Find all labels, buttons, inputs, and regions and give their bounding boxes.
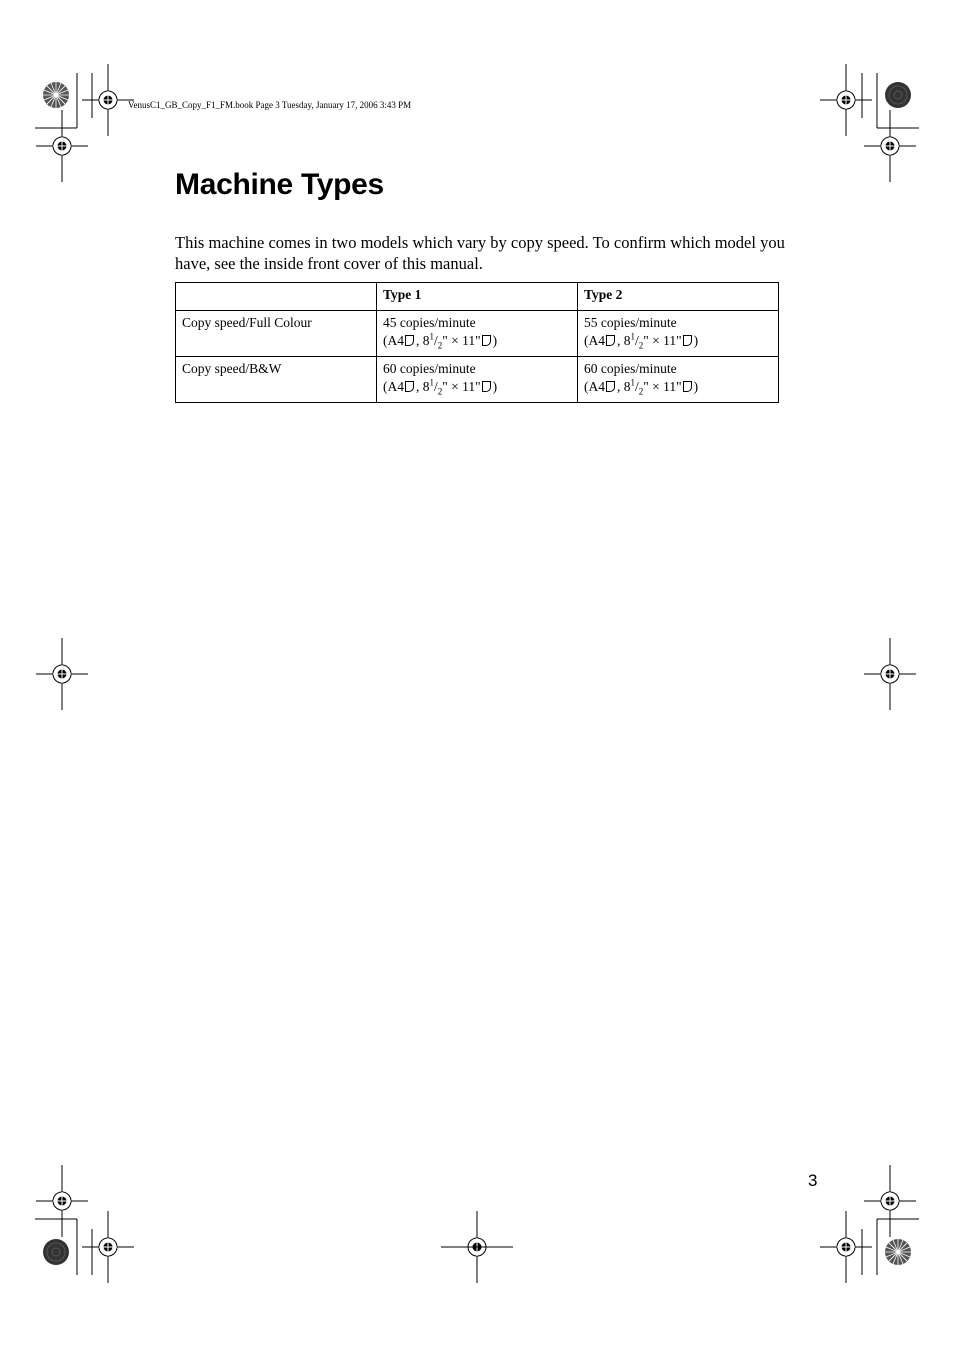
type1-cell <box>377 357 578 403</box>
file-info-header: VenusC1_GB_Copy_F1_FM.book Page 3 Tuesday, January 17, 2006 3:43 PM <box>128 100 412 110</box>
table-header-type1: Type 1 <box>377 283 578 311</box>
registration-mark-icon <box>82 64 134 136</box>
machine-types-table <box>175 282 779 403</box>
table-header-blank <box>176 283 377 311</box>
table-header-type2: Type 2 <box>578 283 779 311</box>
color-target-icon <box>43 1239 69 1265</box>
paper-size-note: (A4 , $8^1/_2$" × 11" ) <box>383 377 498 397</box>
registration-mark-icon <box>36 638 88 710</box>
color-target-icon <box>43 82 69 108</box>
color-target-icon <box>885 82 911 108</box>
registration-mark-icon <box>820 1211 872 1283</box>
registration-mark-icon <box>820 64 872 136</box>
row-label: Copy speed/Full Colour <box>176 311 377 357</box>
paper-orientation-icon <box>482 381 491 392</box>
type2-cell <box>578 357 779 403</box>
paper-size-note: (A4 , $8^1/_2$" × 11" ) <box>584 331 699 351</box>
page-number: 3 <box>808 1171 818 1190</box>
row-label: Copy speed/B&W <box>176 357 377 403</box>
table-header-row <box>176 283 779 311</box>
paper-size-note: (A4 , $8^1/_2$" × 11" ) <box>584 377 699 397</box>
color-target-icon <box>885 1239 911 1265</box>
registration-mark-icon <box>864 110 916 182</box>
paper-orientation-icon <box>683 381 692 392</box>
intro-paragraph: This machine comes in two models which vary by copy speed. To confirm which model you have, see the inside front cover of this manual. <box>175 233 785 273</box>
registration-mark-icon <box>864 638 916 710</box>
paper-orientation-icon <box>683 335 692 346</box>
registration-mark-icon <box>864 1165 916 1237</box>
type2-cell <box>578 311 779 357</box>
paper-orientation-icon <box>606 335 615 346</box>
type1-cell <box>377 311 578 357</box>
table-row <box>176 357 779 403</box>
paper-orientation-icon <box>405 381 414 392</box>
paper-orientation-icon <box>606 381 615 392</box>
speed-value: 60 copies/minute <box>383 361 476 376</box>
paper-orientation-icon <box>405 335 414 346</box>
paper-size-note: (A4 , $8^1/_2$" × 11" ) <box>383 331 498 351</box>
speed-value: 55 copies/minute <box>584 315 677 330</box>
registration-mark-icon <box>82 1211 134 1283</box>
page-title: Machine Types <box>175 168 384 201</box>
registration-mark-icon <box>36 110 88 182</box>
paper-orientation-icon <box>482 335 491 346</box>
speed-value: 45 copies/minute <box>383 315 476 330</box>
speed-value: 60 copies/minute <box>584 361 677 376</box>
table-row <box>176 311 779 357</box>
registration-mark-icon <box>36 1165 88 1237</box>
